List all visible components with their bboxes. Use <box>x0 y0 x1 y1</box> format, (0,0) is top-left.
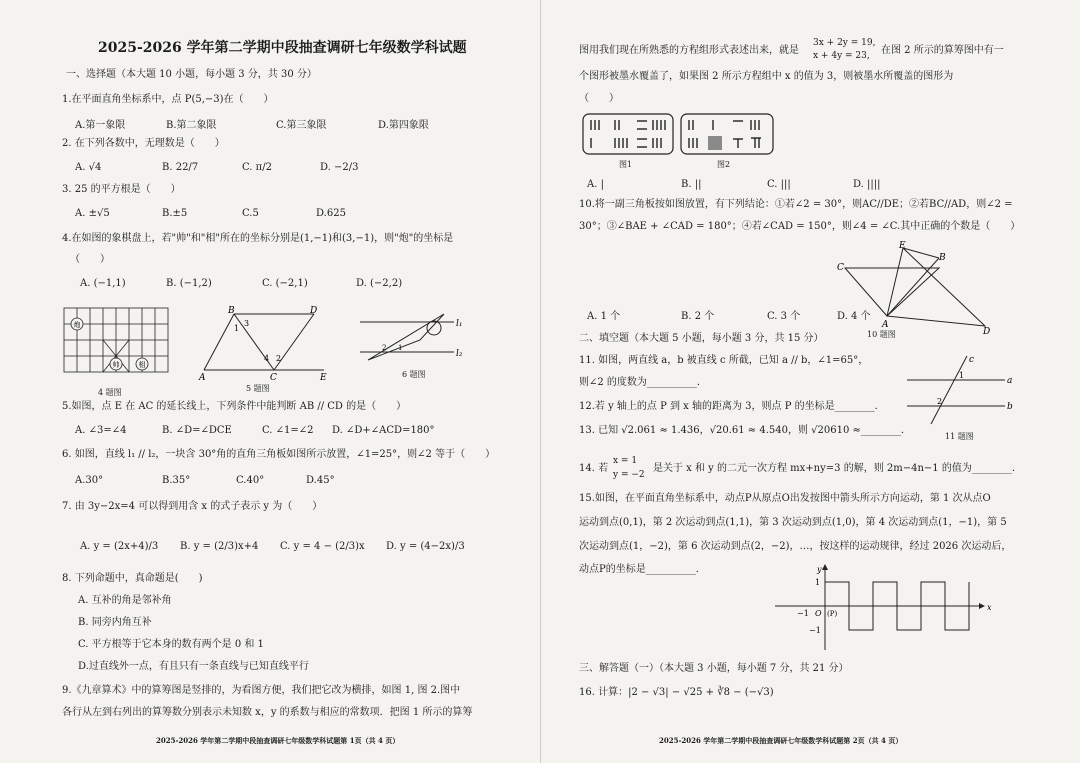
fig5-point-e: E <box>320 373 327 383</box>
fig5-angle-3: 3 <box>244 319 250 328</box>
q10-option-c: C. 3 个 <box>767 311 801 322</box>
q1-option-b: B.第二象限 <box>166 120 217 131</box>
q5-option-b: B. ∠D=∠DCE <box>162 425 232 436</box>
fig15-tick-xm1: −1 <box>797 609 809 618</box>
q2-option-c: C. π/2 <box>242 162 272 173</box>
q9-line-2: 各行从左到右列出的算筹数分别表示未知数 x，y 的系数与相应的常数项．把图 1 所示的算筹 <box>62 707 473 718</box>
q2-option-a: A. √4 <box>75 162 102 173</box>
fig15-tick-y1: 1 <box>815 578 821 587</box>
q14-sys-y: y = −2 <box>613 470 645 480</box>
q4-option-d: D. (−2,2) <box>356 278 403 289</box>
chess-pao: 炮 <box>73 321 81 329</box>
q5-stem: 5.如图，点 E 在 AC 的延长线上，下列条件中能判断 AB // CD 的是（ ） <box>62 401 407 412</box>
fig10-point-e: E <box>899 241 906 251</box>
q7-option-c: C. y = 4 − (2/3)x <box>280 541 365 552</box>
q9-paren: （ ） <box>579 93 619 104</box>
figure-6-caption: 6 题图 <box>402 370 426 379</box>
q9-system-eq1: 3x + 2y = 19, <box>813 38 876 48</box>
fig5-angle-4: 4 <box>264 354 270 363</box>
fig10-point-b: B <box>939 253 946 263</box>
q14-rest: 是关于 x 和 y 的二元一次方程 mx+ny=3 的解，则 2m−4n−1 的值为________． <box>653 463 1022 474</box>
q15-line-1: 15.如图，在平面直角坐标系中，动点P从原点O出发按图中箭头所示方向运动，第 1 次从点O <box>579 493 991 504</box>
q9-option-c: C. ||| <box>767 179 791 190</box>
q10-line-2: 30°；③∠BAE + ∠CAD = 180°；④若∠CAD = 150°，则∠4 = ∠C.其中正确的个数是（ ） <box>579 221 1021 232</box>
q9-option-a: A. | <box>587 179 604 190</box>
figure-9-caption-1: 图1 <box>619 160 633 169</box>
figure-5-diagram <box>196 304 332 384</box>
figure-11-caption: 11 题图 <box>945 432 974 441</box>
figure-5-caption: 5 题图 <box>246 384 270 393</box>
q15-line-3: 次运动到点(1，−2)，第 6 次运动到点(2，−2)，…，按这样的运动规律，经过 2026 次运动后， <box>579 541 1012 552</box>
figure-4-caption: 4 题图 <box>98 388 122 397</box>
q16-stem: 16. 计算：|2 − √3| − √25 + ∛8 − (−√3) <box>579 687 774 698</box>
q6-option-d: D.45° <box>306 475 335 486</box>
q5-option-a: A. ∠3=∠4 <box>75 425 127 436</box>
chessboard-figure <box>62 306 174 376</box>
fig11-line-c: c <box>969 355 975 365</box>
chess-xiang: 相 <box>138 361 146 369</box>
q8-option-a: A. 互补的角是邻补角 <box>78 595 172 606</box>
q3-option-b: B.±5 <box>162 208 188 219</box>
exam-page-2 <box>541 0 1080 763</box>
q8-option-b: B. 同旁内角互补 <box>78 617 152 628</box>
q1-option-a: A.第一象限 <box>75 120 126 131</box>
q12-stem: 12.若 y 轴上的点 P 到 x 轴的距离为 3，则点 P 的坐标是________． <box>579 401 885 412</box>
q11-line-1: 11. 如图，两直线 a，b 被直线 c 所截，已知 a // b，∠1=65°， <box>579 355 869 366</box>
q4-paren: （ ） <box>70 254 110 265</box>
fig5-angle-1: 1 <box>234 324 240 333</box>
q9-line-1: 9.《九章算术》中的算筹图是竖排的，为看图方便，我们把它改为横排，如图 1, 图 2.图中 <box>62 685 461 696</box>
q9-option-b: B. || <box>681 179 702 190</box>
fig6-angle-1: 1 <box>398 344 403 352</box>
fig5-angle-2: 2 <box>276 354 282 363</box>
q6-stem: 6. 如图，直线 l₁ // l₂，一块含 30°角的直角三角板如图所示放置，∠1=25°，则∠2 等于（ ） <box>62 449 496 460</box>
fig5-point-c: C <box>270 373 277 383</box>
fig15-axis-y: y <box>817 565 822 574</box>
q7-option-a: A. y = (2x+4)/3 <box>80 541 159 552</box>
figure-15-path <box>767 562 995 654</box>
q9-system-eq2: x + 4y = 23, <box>813 51 870 61</box>
fig5-point-b: B <box>228 306 235 316</box>
fig10-point-d: D <box>983 327 991 336</box>
q6-option-a: A.30° <box>75 475 104 486</box>
q5-option-c: C. ∠1=∠2 <box>262 425 314 436</box>
q6-option-c: C.40° <box>236 475 265 486</box>
q2-option-d: D. −2/3 <box>320 162 359 173</box>
section-2-heading: 二、填空题（本大题 5 小题，每小题 3 分，共 15 分） <box>579 333 824 344</box>
figure-9-caption-2: 图2 <box>717 160 731 169</box>
q7-option-d: D. y = (4−2x)/3 <box>386 541 465 552</box>
q3-stem: 3. 25 的平方根是（ ） <box>62 184 181 195</box>
section-3-heading: 三、解答题（一）（本大题 3 小题，每小题 7 分，共 21 分） <box>579 663 849 674</box>
exam-title: 2025-2026 学年第二学期中段抽查调研七年级数学科试题 <box>98 40 467 56</box>
q8-stem: 8. 下列命题中，真命题是( ) <box>62 573 203 584</box>
q7-option-b: B. y = (2/3)x+4 <box>180 541 259 552</box>
q4-option-a: A. (−1,1) <box>80 278 126 289</box>
fig11-line-b: b <box>1007 402 1013 412</box>
fig15-tick-ym1: −1 <box>809 626 821 635</box>
footer-page-2: 2025-2026 学年第二学期中段抽查调研七年级数学科试题第 2页（共 4 页） <box>659 736 903 745</box>
fig5-point-d: D <box>310 306 318 316</box>
q9-line-4: 个图形被墨水覆盖了，如果图 2 所示方程组中 x 的值为 3，则被墨水所覆盖的图形为 <box>579 71 954 82</box>
q3-option-d: D.625 <box>316 208 346 219</box>
q8-option-c: C. 平方根等于它本身的数有两个是 0 和 1 <box>78 639 264 650</box>
q9-line-3b: 在图 2 所示的算筹图中有一 <box>881 45 1004 56</box>
q10-option-a: A. 1 个 <box>587 311 621 322</box>
fig10-point-c: C <box>837 263 844 273</box>
figure-10-caption: 10 题图 <box>867 330 896 339</box>
fig15-axis-x: x <box>987 603 992 612</box>
q6-option-b: B.35° <box>162 475 191 486</box>
q15-line-2: 运动到点(0,1)，第 2 次运动到点(1,1)，第 3 次运动到点(1,0)，第 4 次运动到点(1，−1)，第 5 <box>579 517 1007 528</box>
figure-6-diagram <box>356 306 476 376</box>
q1-option-d: D.第四象限 <box>378 120 429 131</box>
q9-option-d: D. |||| <box>853 179 881 190</box>
q1-stem: 1.在平面直角坐标系中，点 P(5,−3)在（ ） <box>62 94 274 105</box>
q4-option-c: C. (−2,1) <box>262 278 308 289</box>
counting-rod-figures <box>581 112 775 158</box>
q4-option-b: B. (−1,2) <box>166 278 212 289</box>
q7-stem: 7. 由 3y−2x=4 可以得到用含 x 的式子表示 y 为（ ） <box>62 501 323 512</box>
fig11-angle-1: 1 <box>959 371 965 380</box>
chess-shuai: 帅 <box>112 361 120 369</box>
q14-prefix: 14. 若 <box>579 463 609 474</box>
fig11-line-a: a <box>1007 376 1013 386</box>
q2-stem: 2. 在下列各数中，无理数是（ ） <box>62 138 225 149</box>
fig5-point-a: A <box>199 373 206 383</box>
q15-line-4: 动点P的坐标是__________． <box>579 564 706 575</box>
q14-sys-x: x = 1 <box>613 456 638 466</box>
q8-option-d: D.过直线外一点，有且只有一条直线与已知直线平行 <box>78 661 309 672</box>
fig11-angle-2: 2 <box>937 397 943 406</box>
q9-line-3: 图用我们现在所熟悉的方程组形式表述出来，就是 <box>579 45 799 56</box>
q3-option-c: C.5 <box>242 208 259 219</box>
section-1-heading: 一、选择题（本大题 10 小题，每小题 3 分，共 30 分） <box>66 69 317 80</box>
q10-option-b: B. 2 个 <box>681 311 715 322</box>
fig6-label-l2: l₂ <box>456 349 463 359</box>
fig15-point-p: (P) <box>827 610 838 618</box>
q2-option-b: B. 22/7 <box>162 162 199 173</box>
q5-option-d: D. ∠D+∠ACD=180° <box>332 425 435 436</box>
q4-stem: 4.在如图的象棋盘上，若"帅"和"相"所在的坐标分别是(1,−1)和(3,−1)，则"炮"的坐标是 <box>62 233 454 244</box>
fig6-angle-2: 2 <box>382 344 387 352</box>
q13-stem: 13. 已知 √2.061 ≈ 1.436，√20.61 ≈ 4.540，则 √20610 ≈________． <box>579 425 911 436</box>
q1-option-c: C.第三象限 <box>276 120 327 131</box>
fig15-origin: O <box>815 609 822 618</box>
footer-page-1: 2025-2026 学年第二学期中段抽查调研七年级数学科试题第 1页（共 4 页） <box>156 736 400 745</box>
fig10-point-a: A <box>882 320 889 330</box>
q3-option-a: A. ±√5 <box>75 208 110 219</box>
q10-option-d: D. 4 个 <box>837 311 871 322</box>
q11-line-2: 则∠2 的度数为__________． <box>579 377 707 388</box>
ink-blot <box>708 136 722 150</box>
q10-line-1: 10.将一副三角板按如图放置，有下列结论：①若∠2 = 30°，则AC//DE；②若BC//AD，则∠2 = <box>579 199 1013 210</box>
fig6-label-l1: l₁ <box>456 319 463 329</box>
figure-11-diagram <box>901 352 1017 428</box>
